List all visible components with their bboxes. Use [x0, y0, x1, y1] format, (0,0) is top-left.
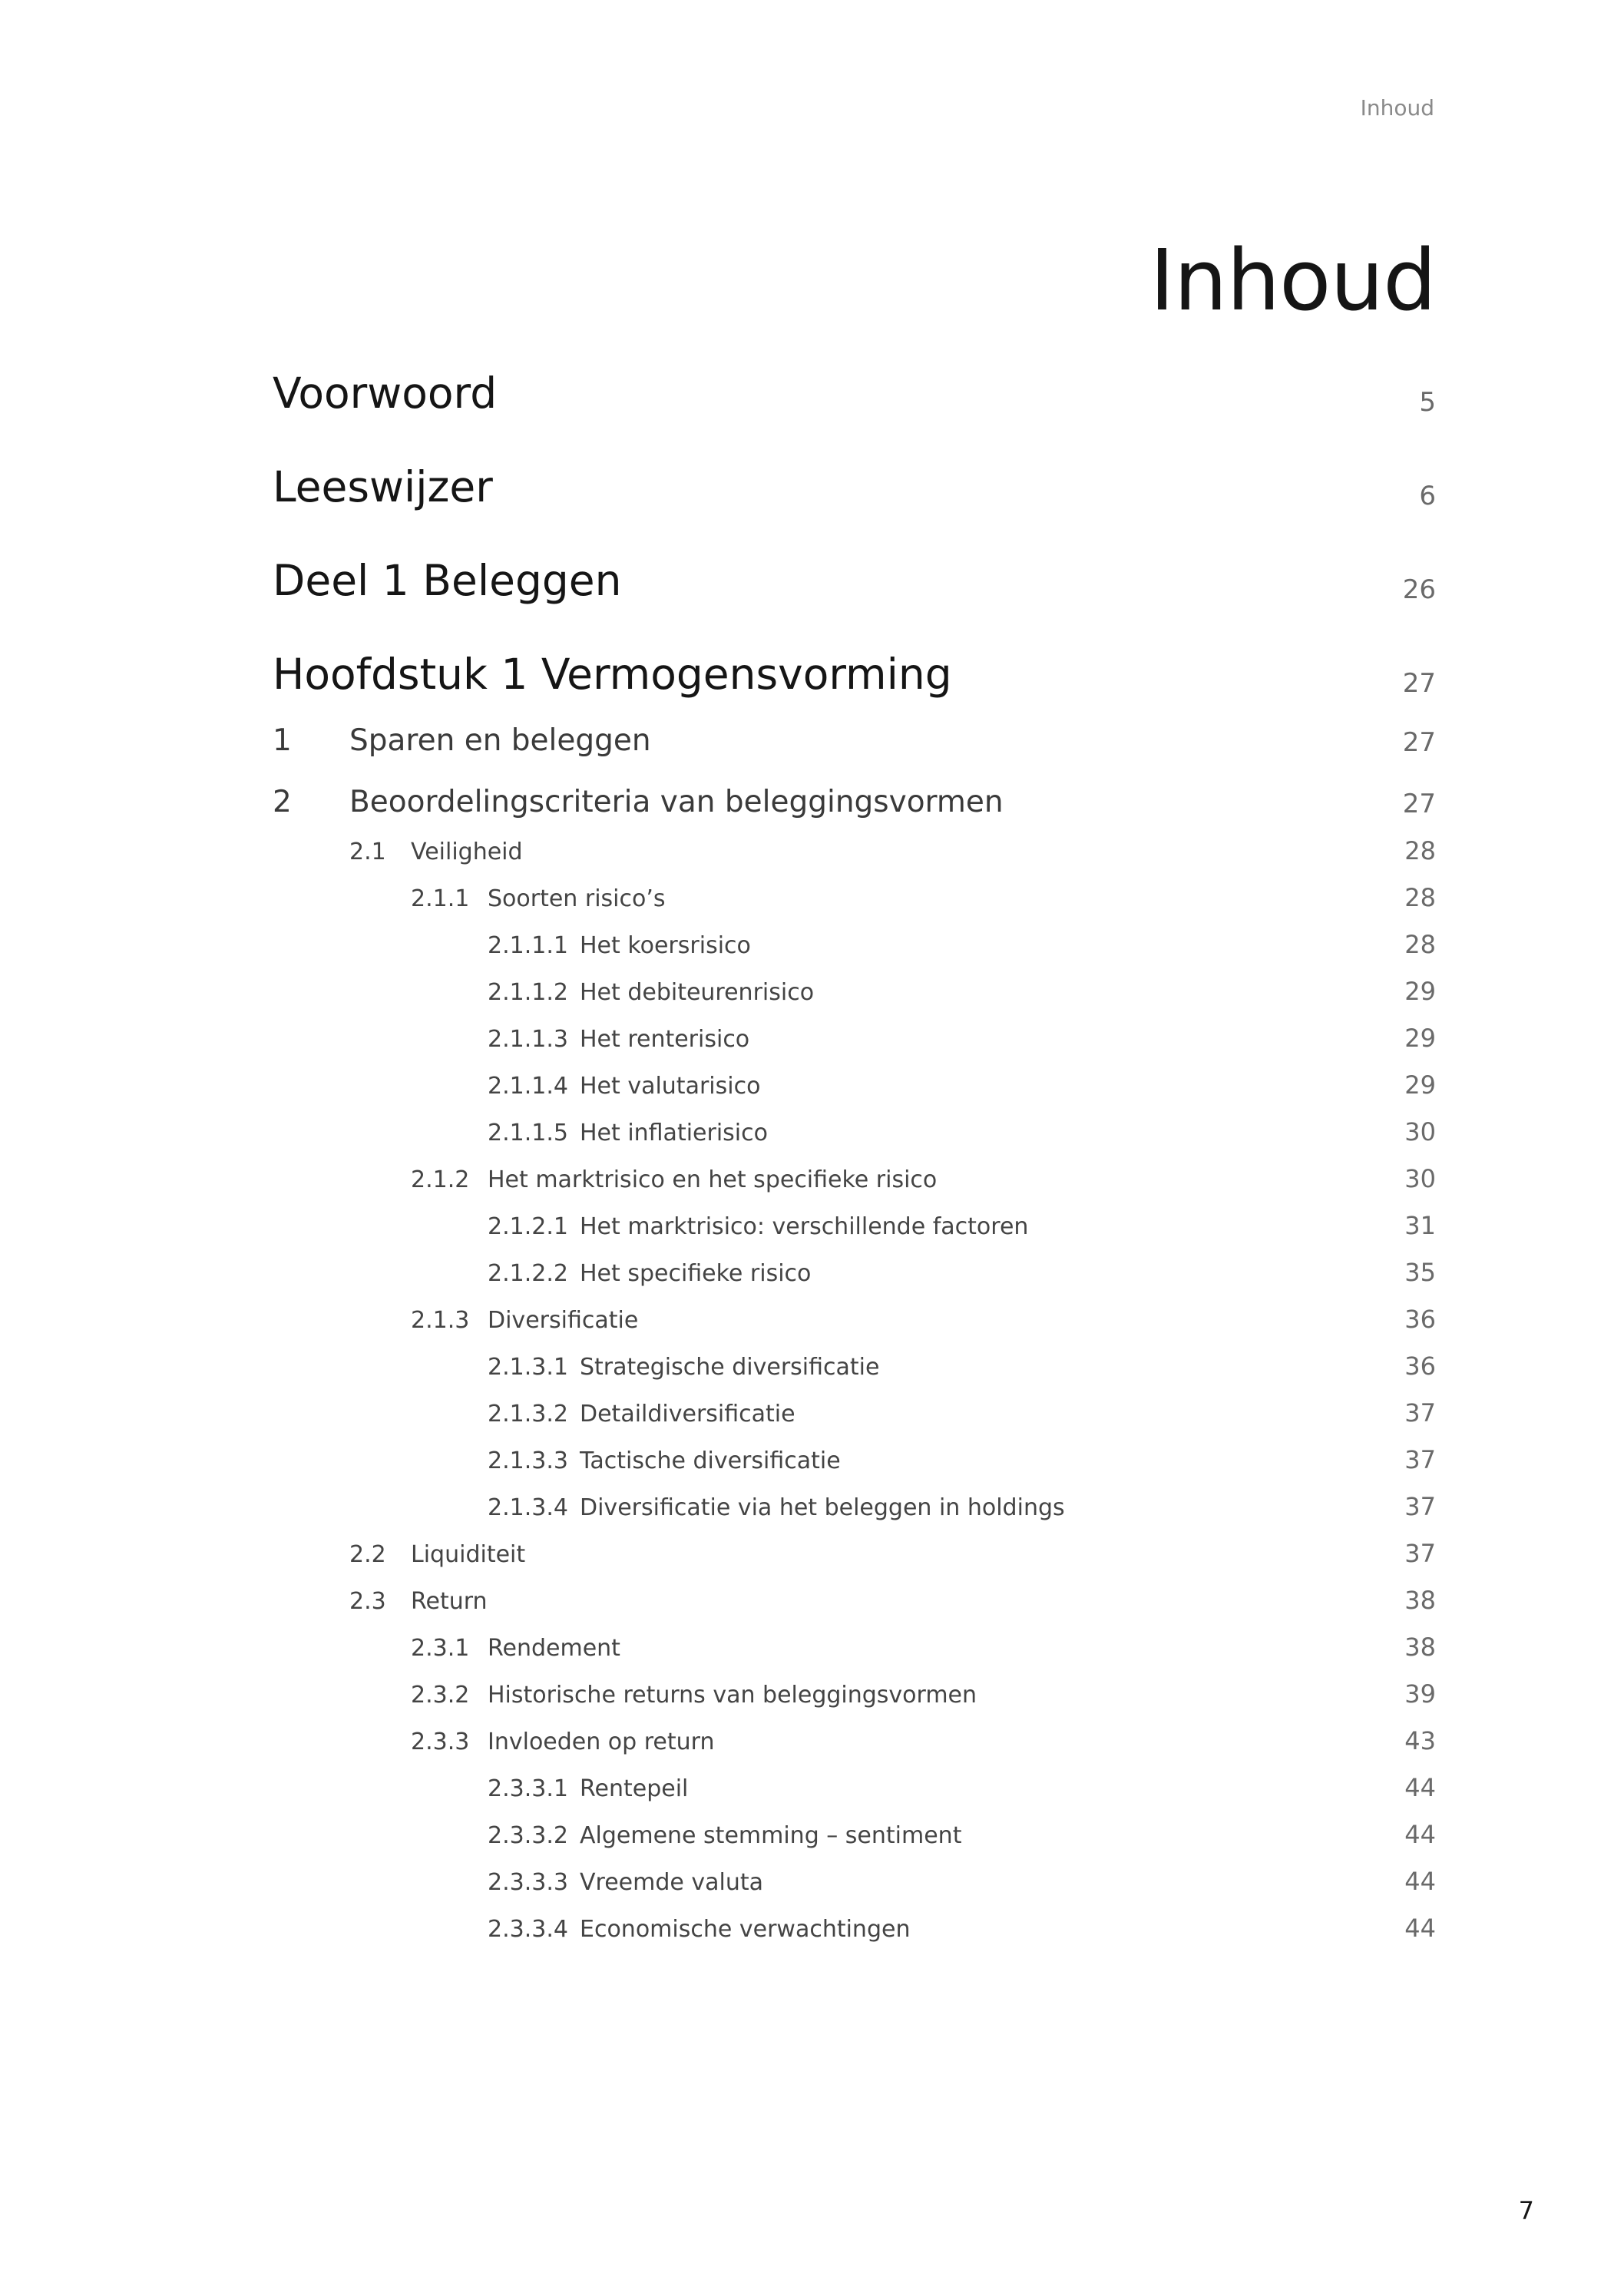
page-number: 7	[1518, 2196, 1534, 2225]
toc-entry[interactable]	[273, 1620, 1436, 1666]
toc-entry[interactable]	[273, 1058, 1436, 1104]
toc-entry[interactable]	[273, 964, 1436, 1011]
toc-entry-label: Economische verwachtingen	[580, 1916, 911, 1943]
toc-entry-page: 39	[1404, 1679, 1436, 1709]
toc-entry-number: 2.3.1	[411, 1635, 470, 1662]
toc-entry-page: 44	[1404, 1820, 1436, 1849]
toc-entry-number: 2.1	[349, 839, 386, 865]
toc-entry[interactable]	[273, 1339, 1436, 1385]
toc-entry[interactable]	[273, 1433, 1436, 1479]
toc-entry-label: Het inflatierisico	[580, 1120, 768, 1146]
toc-entry[interactable]	[273, 1199, 1436, 1245]
toc-entry-page: 26	[1402, 574, 1436, 605]
toc-entry-label: Rendement	[488, 1635, 620, 1662]
toc-entry[interactable]	[273, 871, 1436, 917]
toc-entry-label: Return	[411, 1588, 488, 1615]
toc-entry-number: 2.1.3.1	[488, 1354, 568, 1381]
toc-heading[interactable]	[273, 556, 1436, 610]
toc-entry[interactable]	[273, 1667, 1436, 1713]
toc-entry-number: 2	[273, 785, 292, 819]
toc-entry-page: 38	[1404, 1633, 1436, 1662]
toc-entry-page: 44	[1404, 1773, 1436, 1802]
toc-entry-number: 2.3.3.1	[488, 1775, 568, 1802]
toc-entry-page: 28	[1404, 836, 1436, 865]
toc-entry-number: 2.3	[349, 1588, 386, 1615]
toc-entry-page: 28	[1404, 883, 1436, 912]
toc-entry-number: 2.1.3.2	[488, 1401, 568, 1428]
toc-entry-label: Vreemde valuta	[580, 1869, 764, 1896]
toc-entry-page: 37	[1404, 1539, 1436, 1568]
toc-entry-label: Het valutarisico	[580, 1073, 761, 1100]
toc-entry[interactable]	[273, 1527, 1436, 1573]
toc-entry-label: Het debiteurenrisico	[580, 979, 815, 1006]
toc-entry-page: 37	[1404, 1398, 1436, 1428]
toc-entry-number: 2.3.3.3	[488, 1869, 568, 1896]
toc-entry-label: Tactische diversificatie	[580, 1447, 841, 1474]
toc-heading[interactable]	[273, 650, 1436, 703]
toc-entry-page: 44	[1404, 1867, 1436, 1896]
toc-entry-number: 2.1.1.3	[488, 1026, 568, 1053]
toc-entry-page: 44	[1404, 1914, 1436, 1943]
toc-entry-number: 2.1.1	[411, 885, 470, 912]
toc-entry-page: 6	[1419, 481, 1436, 511]
toc-entry-number: 2.1.1.4	[488, 1073, 568, 1100]
toc-entry[interactable]	[273, 1480, 1436, 1526]
toc-entry-page: 37	[1404, 1445, 1436, 1474]
toc-entry-number: 1	[273, 723, 292, 758]
toc-entry[interactable]	[273, 1901, 1436, 1947]
toc-entry-number: 2.1.2	[411, 1166, 470, 1193]
toc-entry-label: Sparen en beleggen	[349, 723, 651, 758]
toc-entry-page: 29	[1404, 977, 1436, 1006]
toc-entry-label: Het specifieke risico	[580, 1260, 812, 1287]
toc-entry-page: 43	[1404, 1726, 1436, 1755]
toc-entry-page: 35	[1404, 1258, 1436, 1287]
toc-entry-number: 2.2	[349, 1541, 386, 1568]
toc-entry[interactable]	[273, 1105, 1436, 1151]
toc-entry-label: Het renterisico	[580, 1026, 750, 1053]
toc-entry-page: 36	[1404, 1305, 1436, 1334]
toc-entry-label: Leeswijzer	[273, 462, 493, 511]
toc-entry-page: 36	[1404, 1351, 1436, 1381]
toc-entry-page: 5	[1419, 387, 1436, 418]
toc-entry-page: 27	[1402, 727, 1436, 758]
toc-entry-page: 27	[1402, 789, 1436, 819]
toc-entry-label: Rentepeil	[580, 1775, 689, 1802]
toc-entry[interactable]	[273, 1761, 1436, 1807]
toc-entry-label: Het koersrisico	[580, 932, 751, 959]
toc-entry-label: Invloeden op return	[488, 1729, 715, 1755]
toc-entry-label: Beoordelingscriteria van beleggingsvormen	[349, 785, 1004, 819]
toc-entry-label: Hoofdstuk 1 Vermogensvorming	[273, 650, 952, 699]
toc-entry-label: Strategische diversificatie	[580, 1354, 880, 1381]
toc-entry-number: 2.3.3.4	[488, 1916, 568, 1943]
toc-entry-page: 31	[1404, 1211, 1436, 1240]
toc-entry-label: Algemene stemming – sentiment	[580, 1822, 962, 1849]
toc-entry[interactable]	[273, 1152, 1436, 1198]
toc-entry[interactable]	[273, 1854, 1436, 1901]
toc-entry-page: 29	[1404, 1070, 1436, 1100]
toc-entry-label: Diversificatie	[488, 1307, 639, 1334]
toc-entry-number: 2.3.3	[411, 1729, 470, 1755]
toc-entry[interactable]	[273, 1386, 1436, 1432]
toc-entry-number: 2.1.3	[411, 1307, 470, 1334]
toc-entry-label: Deel 1 Beleggen	[273, 556, 622, 605]
toc-entry-page: 29	[1404, 1024, 1436, 1053]
toc-entry-label: Historische returns van beleggingsvormen	[488, 1682, 977, 1709]
toc-entry[interactable]	[273, 1714, 1436, 1760]
toc-entry[interactable]	[273, 1573, 1436, 1619]
toc-entry-page: 27	[1402, 668, 1436, 699]
toc-entry-number: 2.1.3.3	[488, 1447, 568, 1474]
toc-entry[interactable]	[273, 918, 1436, 964]
toc-entry-label: Het marktrisico: verschillende factoren	[580, 1213, 1029, 1240]
toc-entry-number: 2.3.2	[411, 1682, 470, 1709]
toc-entry-page: 37	[1404, 1492, 1436, 1521]
toc-entry[interactable]	[273, 716, 1436, 763]
toc-entry-number: 2.1.1.2	[488, 979, 568, 1006]
page-title: Inhoud	[1149, 230, 1436, 329]
toc-entry-label: Diversificatie via het beleggen in holdings	[580, 1494, 1065, 1521]
toc-entry-page: 38	[1404, 1586, 1436, 1615]
toc-entry-page: 30	[1404, 1164, 1436, 1193]
toc-entry[interactable]	[273, 1808, 1436, 1854]
toc-entry[interactable]	[273, 778, 1436, 824]
toc-entry-page: 28	[1404, 930, 1436, 959]
toc-entry-number: 2.1.1.1	[488, 932, 568, 959]
toc-entry-label: Voorwoord	[273, 369, 498, 418]
toc-entry-page: 30	[1404, 1117, 1436, 1146]
toc-entry-label: Het marktrisico en het specifieke risico	[488, 1166, 938, 1193]
running-head: Inhoud	[1360, 95, 1434, 121]
toc-heading[interactable]	[273, 462, 1436, 516]
toc-heading[interactable]	[273, 369, 1436, 422]
toc-entry[interactable]	[273, 1011, 1436, 1057]
toc-entry[interactable]	[273, 1246, 1436, 1292]
toc-entry-number: 2.1.2.1	[488, 1213, 568, 1240]
toc-entry-number: 2.3.3.2	[488, 1822, 568, 1849]
toc-entry-number: 2.1.2.2	[488, 1260, 568, 1287]
toc-entry-label: Detaildiversificatie	[580, 1401, 795, 1428]
toc-entry[interactable]	[273, 824, 1436, 870]
toc-entry-label: Liquiditeit	[411, 1541, 526, 1568]
toc-entry-label: Soorten risico’s	[488, 885, 666, 912]
toc-entry-number: 2.1.1.5	[488, 1120, 568, 1146]
toc-entry-number: 2.1.3.4	[488, 1494, 568, 1521]
toc-entry[interactable]	[273, 1292, 1436, 1338]
toc-entry-label: Veiligheid	[411, 839, 523, 865]
